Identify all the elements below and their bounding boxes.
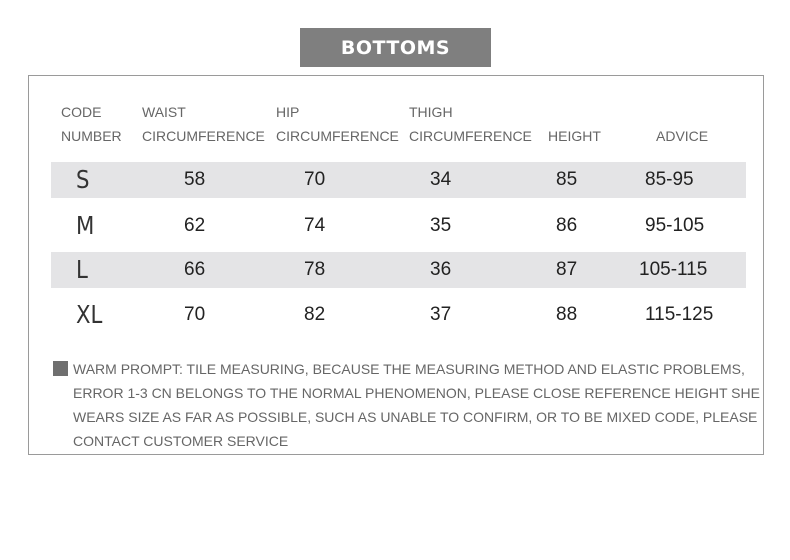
table-row xyxy=(51,252,746,288)
page-title: BOTTOMS xyxy=(340,36,451,59)
header-advice xyxy=(656,124,708,148)
header-thigh-line2: CIRCUMFERENCE xyxy=(409,128,532,144)
thigh-value: 35 xyxy=(430,215,452,236)
hip-value: 82 xyxy=(304,304,326,325)
waist-value: 70 xyxy=(184,304,206,325)
hip-value: 74 xyxy=(304,215,326,236)
size-code: S xyxy=(76,165,90,194)
advice-value: 85-95 xyxy=(645,169,694,190)
table-row xyxy=(51,297,746,333)
waist-value: 62 xyxy=(184,215,206,236)
advice-value: 95-105 xyxy=(645,215,705,236)
header-hip xyxy=(276,100,399,148)
hip-value: 78 xyxy=(304,259,326,280)
size-code: XL xyxy=(76,300,103,329)
header-advice-label: ADVICE xyxy=(656,128,709,144)
thigh-value: 34 xyxy=(430,169,452,190)
note-line: CONTACT CUSTOMER SERVICE xyxy=(73,433,289,449)
height-value: 86 xyxy=(556,215,578,236)
waist-value: 66 xyxy=(184,259,206,280)
hip-value: 70 xyxy=(304,169,326,190)
header-height xyxy=(548,124,601,148)
advice-value: 115-125 xyxy=(645,304,714,325)
header-waist xyxy=(142,100,265,148)
note-line: ERROR 1-3 CN BELONGS TO THE NORMAL PHENOMENON, PLEASE CLOSE REFERENCE HEIGHT SHE xyxy=(73,385,760,401)
height-value: 87 xyxy=(556,259,578,280)
height-value: 88 xyxy=(556,304,578,325)
size-code: L xyxy=(76,255,88,284)
header-hip-line2: CIRCUMFERENCE xyxy=(276,128,399,144)
header-thigh xyxy=(409,100,532,148)
title-banner xyxy=(300,28,491,67)
header-hip-line1: HIP xyxy=(276,104,300,120)
table-row xyxy=(51,162,746,198)
header-code-line1: CODE xyxy=(61,104,102,120)
height-value: 85 xyxy=(556,169,578,190)
header-code xyxy=(61,100,122,148)
header-code-line2: NUMBER xyxy=(61,128,122,144)
thigh-value: 36 xyxy=(430,259,452,280)
note-bullet-square xyxy=(53,361,68,376)
header-waist-line1: WAIST xyxy=(142,104,186,120)
header-height-label: HEIGHT xyxy=(548,128,601,144)
warm-prompt-note xyxy=(73,357,760,453)
note-line: WARM PROMPT: TILE MEASURING, BECAUSE THE MEASURING METHOD AND ELASTIC PROBLEMS, xyxy=(73,361,745,377)
header-thigh-line1: THIGH xyxy=(409,104,453,120)
table-row xyxy=(51,208,746,244)
advice-value: 105-115 xyxy=(639,259,708,280)
thigh-value: 37 xyxy=(430,304,452,325)
size-code: M xyxy=(76,211,95,240)
waist-value: 58 xyxy=(184,169,206,190)
note-line: WEARS SIZE AS FAR AS POSSIBLE, SUCH AS UNABLE TO CONFIRM, OR TO BE MIXED CODE, PLEASE xyxy=(73,409,758,425)
header-waist-line2: CIRCUMFERENCE xyxy=(142,128,265,144)
